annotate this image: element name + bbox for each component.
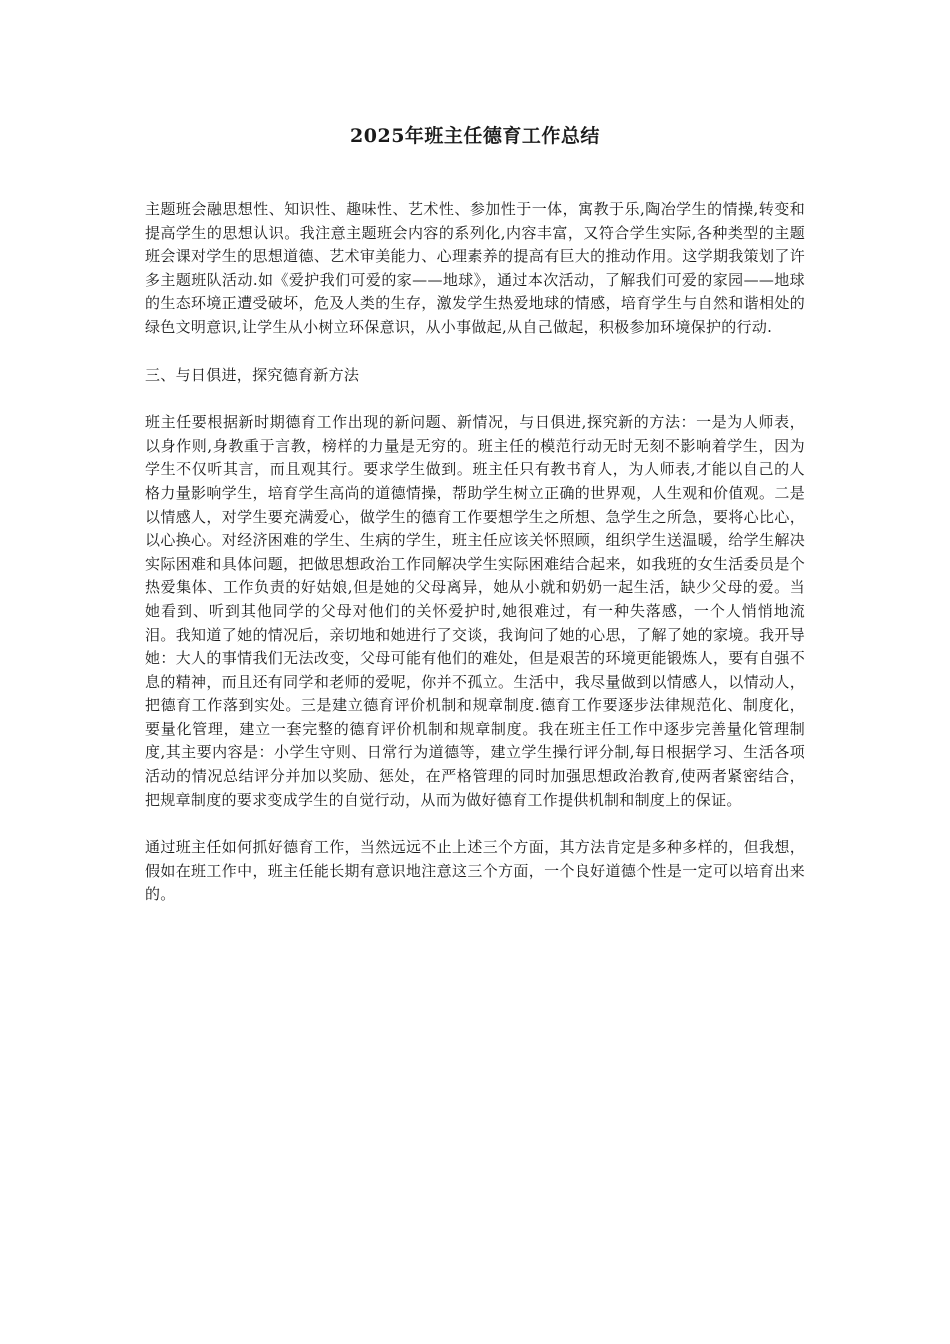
- paragraph-theme-class-meeting: 主题班会融思想性、知识性、趣味性、艺术性、参加性于一体，寓教于乐,陶冶学生的情操,转变和提高学生的思想认识。我注意主题班会内容的系列化,内容丰富，又符合学生实际,各种类型的主题班会课对学生的思想道德、艺术审美能力、心理素养的提高有巨大的推动作用。这学期我策划了许多主题班队活动.如《爱护我们可爱的家——地球》，通过本次活动，了解我们可爱的家园——地球的生态环境正遭受破坏，危及人类的生存，激发学生热爱地球的情感，培育学生与自然和谐相处的绿色文明意识,让学生从小树立环保意识，从小事做起,从自己做起，积极参加环境保护的行动.: [145, 200, 805, 336]
- section-heading: 三、与日俱进，探究德育新方法: [145, 365, 360, 384]
- paragraph-new-methods: 班主任要根据新时期德育工作出现的新问题、新情况，与日俱进,探究新的方法：一是为人师表，以身作则,身教重于言教，榜样的力量是无穷的。班主任的模范行动无时无刻不影响着学生，因为学生不仅听其言，而且观其行。要求学生做到。班主任只有教书育人，为人师表,才能以自己的人格力量影响学生，培育学生高尚的道德情操，帮助学生树立正确的世界观，人生观和价值观。二是以情感人，对学生要充满爱心，做学生的德育工作要想学生之所想、急学生之所急，要将心比心，以心换心。对经济困难的学生、生病的学生，班主任应该关怀照顾，组织学生送温暖，给学生解决实际困难和具体问题，把做思想政治工作同解决学生实际困难结合起来，如我班的女生活委员是个热爱集体、工作负责的好姑娘,但是她的父母离异，她从小就和奶奶一起生活，缺少父母的爱。当她看到、听到其他同学的父母对他们的关怀爱护时,她很难过，有一种失落感，一个人悄悄地流泪。我知道了她的情况后，亲切地和她进行了交谈，我询问了她的心思，了解了她的家境。我开导她：大人的事情我们无法改变，父母可能有他们的难处，但是艰苦的环境更能锻炼人，要有自强不息的精神，而且还有同学和老师的爱呢，你并不孤立。生活中，我尽量做到以情感人，以情动人，把德育工作落到实处。三是建立德育评价机制和规章制度.德育工作要逐步法律规范化、制度化，要量化管理，建立一套完整的德育评价机制和规章制度。我在班主任工作中逐步完善量化管理制度,其主要内容是：小学生守则、日常行为道德等，建立学生操行评分制,每日根据学习、生活各项活动的情况总结评分并加以奖励、惩处，在严格管理的同时加强思想政治教育,使两者紧密结合，把规章制度的要求变成学生的自觉行动，从而为做好德育工作提供机制和制度上的保证。: [145, 413, 805, 809]
- paragraph-conclusion: 通过班主任如何抓好德育工作，当然远远不止上述三个方面，其方法肯定是多种多样的，但我想，假如在班工作中，班主任能长期有意识地注意这三个方面，一个良好道德个性是一定可以培育出来的。: [145, 838, 805, 904]
- document-title: 2025年班主任德育工作总结: [350, 125, 600, 147]
- document-body: [145, 198, 805, 931]
